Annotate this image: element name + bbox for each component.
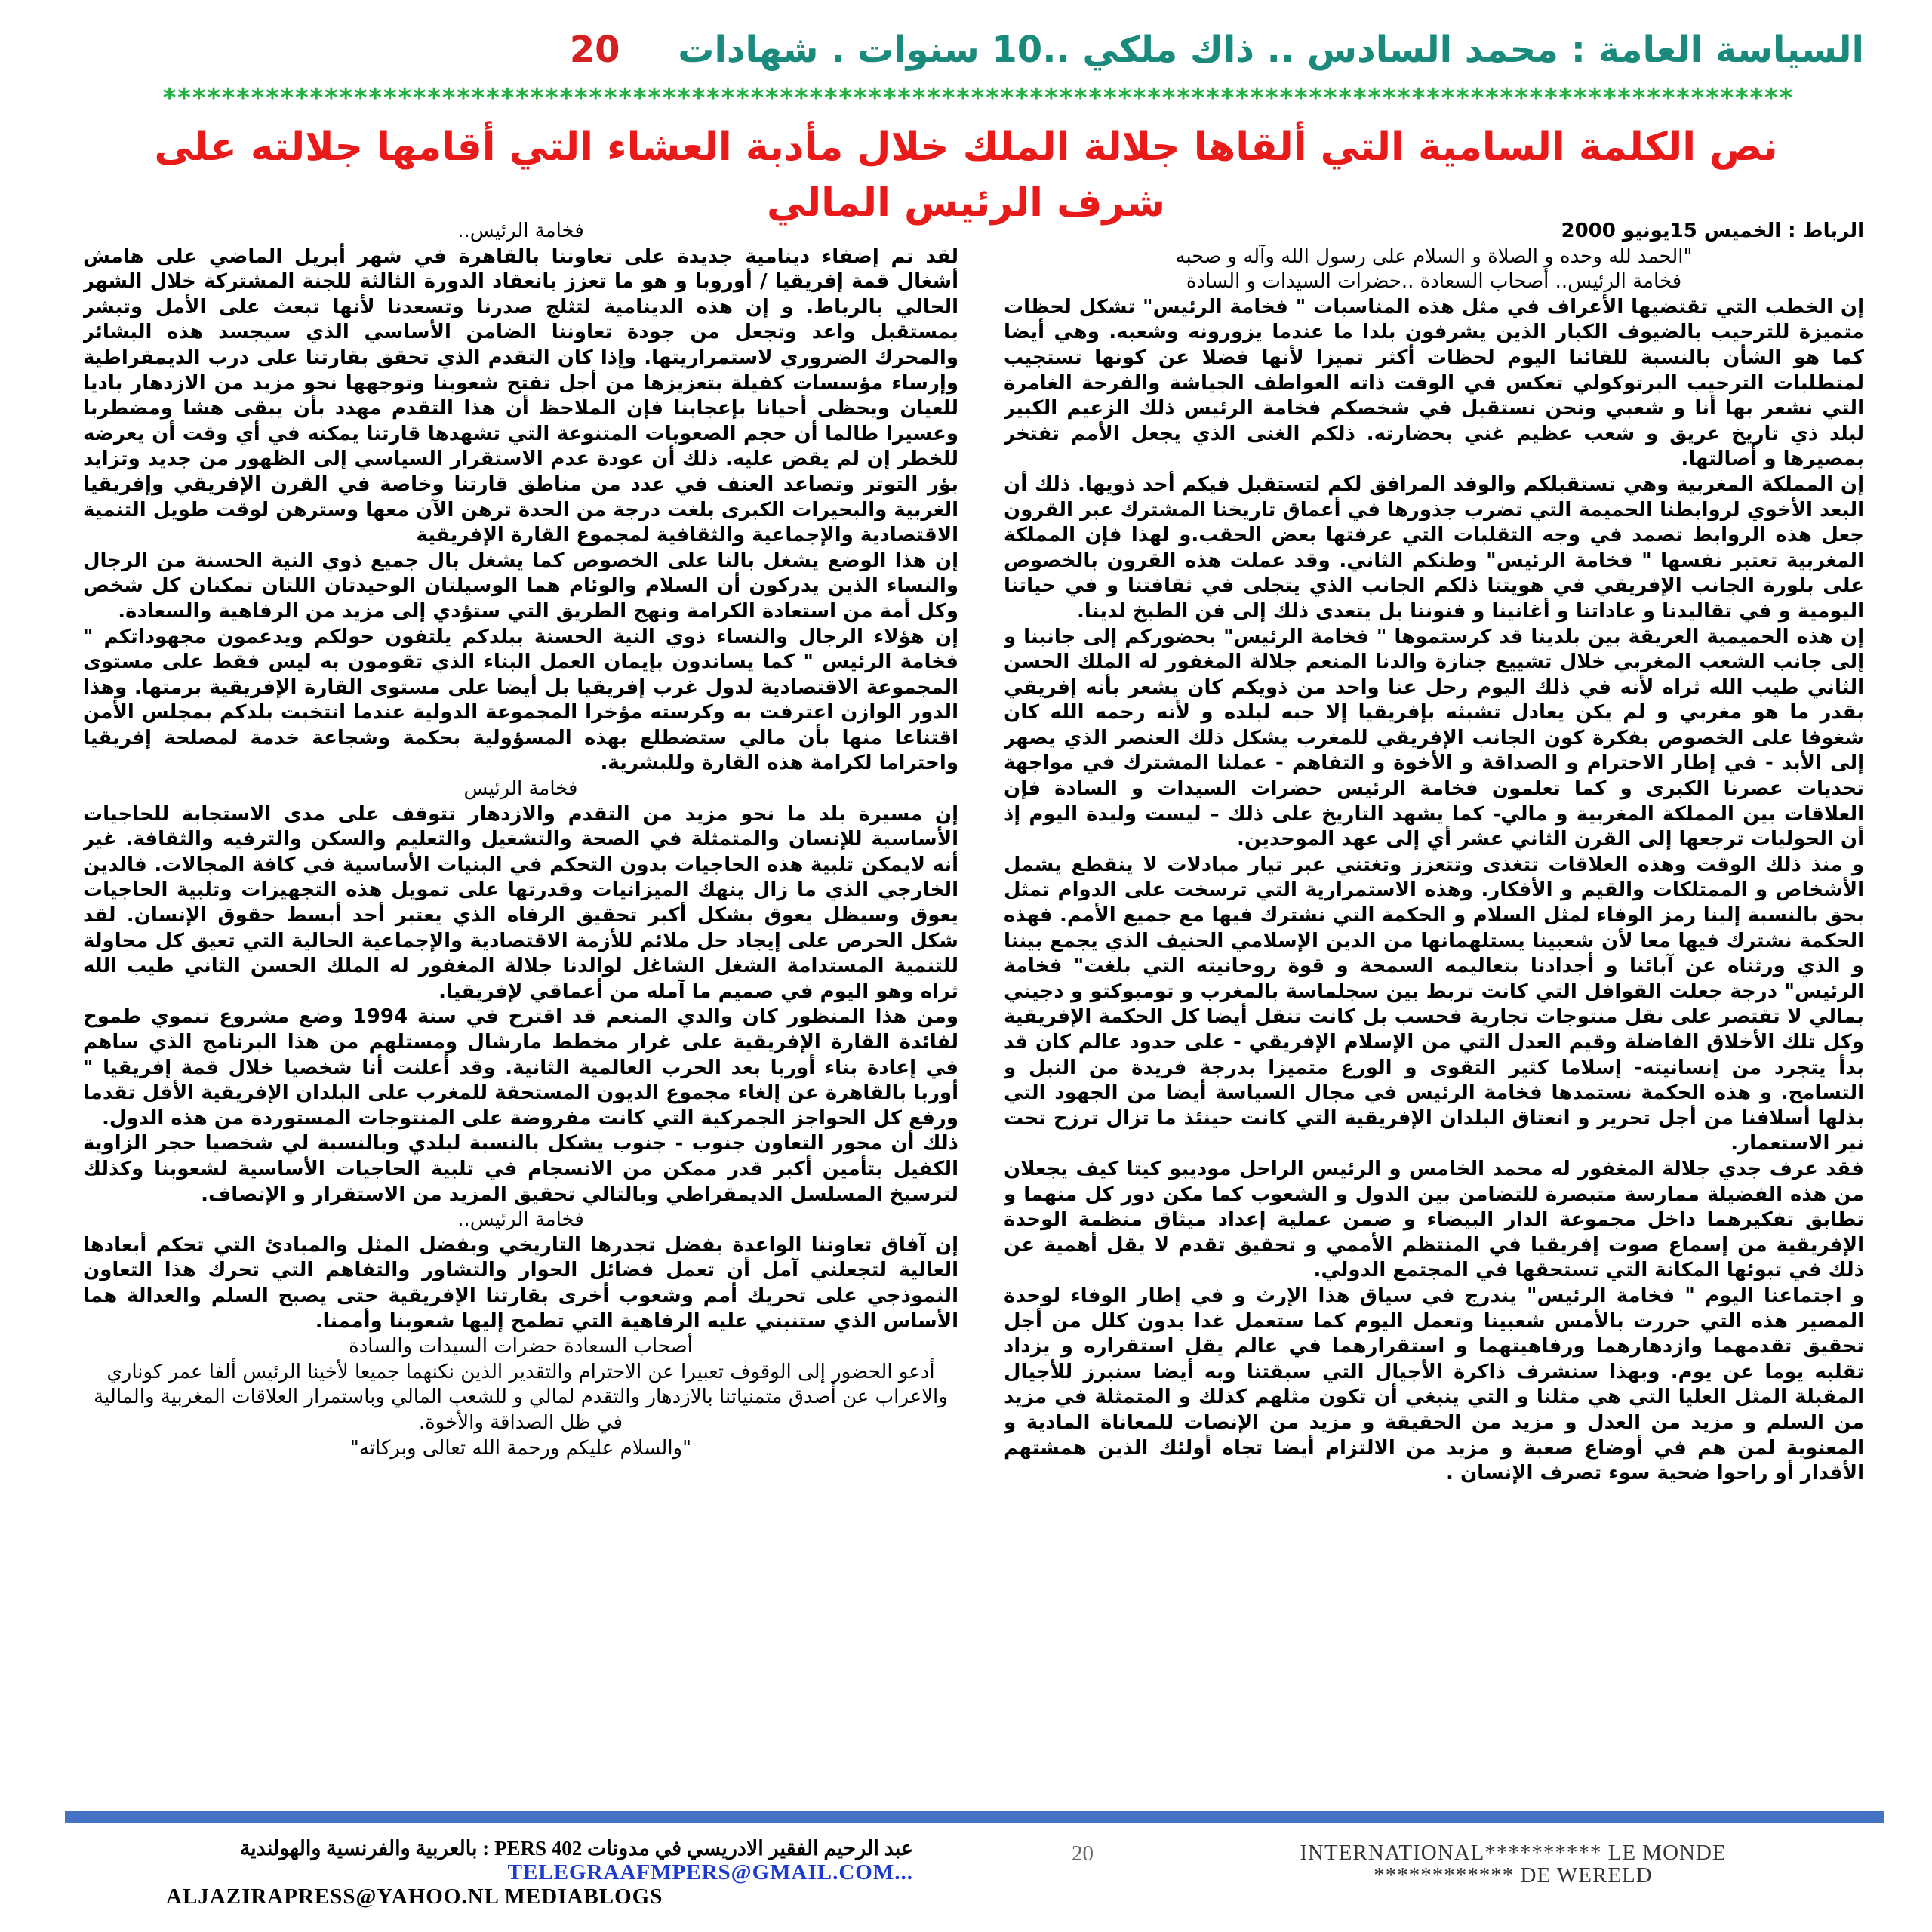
opening-blessing: "الحمد لله وحده و الصلاة و السلام على رسول الله وآله و صحبه [1175, 245, 1693, 268]
footer-publication [1200, 1841, 1826, 1887]
article-column-left [83, 219, 958, 1781]
article-dateline: الرباط : الخميس 15يونيو 2000 [1561, 220, 1864, 242]
paragraph: إن هذه الحميمية العريقة بين بلدينا قد كرستموها " فخامة الرئيس" بحضوركم إلى جانبنا و إلى جانب الشعب المغربي خلال تشييع جنازة والدنا المنعم جلالة المغفور له الملك الحسن الثاني طيب الله ثراه لأنه في ذلك اليوم رحل عنا واحد من ذويكم كان يشعر بأنه إفريقي بقدر ما هو مغربي و لم يكن يعادل تشبثه بإفريقيا إلا حبه لبلده و لأنه رحمه الله كان شغوفا على الخصوص بفكرة كون الجانب الإفريقي للمغرب يشكل ذلك العنصر الذي يصهر إلى الأبد - في إطار الاحترام و الصداقة و الأخوة و التفاهم - عملنا المشترك في مواجهة تحديات عصرنا الكبرى و كما تعلمون فخامة الرئيس حضرات السيدات و السادة فإن العلاقات بين المملكة المغربية و مالي- كما يشهد التاريخ على ذلك – ليست وليدة اليوم إذ أن الحوليات ترجعها إلى القرن الثاني عشر أي إلى عهد الموحدين. [1004, 625, 1864, 851]
paragraph: أدعو الحضور إلى الوقوف تعبيرا عن الاحترام والتقدير الذين نكنهما جميعا لأخينا الرئيس ألفا عمر كوناري والاعراب عن أصدق متمنياتنا بالازدهار والتقدم لمالي و للشعب المالي وباستمرار العلاقات المغربية والمالية في ظل الصداقة والأخوة. [94, 1360, 948, 1434]
paragraph: إن المملكة المغربية وهي تستقبلكم والوفد المرافق لكم لتستقبل فيكم أحد ذويها. ذلك أن البعد الأخوي لروابطنا الحميمة التي تضرب جذورها في أعماق تاريخنا المشترك عبر القرون جعل هذه الروابط تصمد في وجه التقلبات التي عرفتها بعض الحقب.و لهذا فإن المملكة المغربية تعتبر نفسها " فخامة الرئيس" وطنكم الثاني. وقد عملت هذه القرون بالخصوص على بلورة الجانب الإفريقي في هويتنا ذلكم الجانب الذي يتجلى في ثقافتنا و في حياتنا اليومية و في تقاليدنا و عاداتنا و أغانينا و فنوننا بل يتعدى ذلك إلى فن الطبخ لدينا. [1004, 472, 1864, 623]
paragraph: إن هؤلاء الرجال والنساء ذوي النية الحسنة ببلدكم يلتفون حولكم ويدعمون مجهوداتكم " فخامة الرئيس " كما يساندون بإيمان العمل البناء الذي تقومون به ليس فقط على مستوى المجموعة الاقتصادية لدول غرب إفريقيا بل أيضا على مستوى القارة الإفريقية برمتها. وهذا الدور الوازن اعترفت به وكرسته مؤخرا المجموعة الدولية عندما انتخبت بلدكم بمجلس الأمن اقتناعا منها بأن مالي ستضطلع بهذه المسؤولية بحكمة وشجاعة خدمة لمصلحة إفريقيا واحتراما لكرامة هذه القارة وللبشرية. [83, 625, 958, 775]
section-heading: فخامة الرئيس.. [457, 220, 584, 242]
section-heading: أصحاب السعادة حضرات السيدات والسادة [349, 1335, 693, 1358]
paragraph: فقد عرف جدي جلالة المغفور له محمد الخامس و الرئيس الراحل موديبو كيتا كيف يجعلان من هذه الفضيلة ممارسة متبصرة للتضامن بين الدول و الشعوب كما مكن دور كل منهما و تطابق تفكيرهما داخل مجموعة الدار البيضاء و ضمن عملية إعداد ميثاق منظمة الوحدة الإفريقية من إسماع صوت إفريقيا في المنتظم الأممي و تحقيق تقدم لا يقل أهمية عن ذلك في تبوئها المكانة التي تستحقها في المجتمع الدولي. [1004, 1157, 1864, 1282]
section-heading: فخامة الرئيس [463, 777, 578, 801]
closing-salutation: "والسلام عليكم ورحمة الله تعالى وبركاته" [349, 1436, 692, 1460]
footer-author-line: عبد الرحيم الفقير الادريسي في مدونات PERS 402 : بالعربية والفرنسية والهولندية [239, 1837, 913, 1860]
footer-email-link[interactable]: TELEGRAAFMPERS@GMAIL.COM... [507, 1860, 913, 1884]
footer-publication-line2: ************ DE WERELD [1374, 1863, 1653, 1887]
footer-email-blogs[interactable]: ALJAZIRAPRESS@YAHOO.NL MEDIABLOGS [166, 1884, 663, 1909]
paragraph: ذلك أن محور التعاون جنوب - جنوب يشكل بالنسبة لبلدي وبالنسبة لي شخصيا حجر الزاوية الكفيل بتأمين أكبر قدر ممكن من الانسجام في تلبية الحاجيات الأساسية لشعوبنا وكذلك لترسيخ المسلسل الديمقراطي وبالتالي تحقيق المزيد من الاستقرار و الإنصاف. [83, 1132, 958, 1206]
header-title: السياسة العامة : محمد السادس .. ذاك ملكي ..10 سنوات . شهادات [678, 29, 1864, 71]
footer-credits [113, 1836, 913, 1909]
article-headline: نص الكلمة السامية التي ألقاها جلالة الملك خلال مأدبة العشاء التي أقامها جلالته على شرف الرئيس المالي [154, 125, 1778, 226]
star-divider: *************************************************************************************************************** [162, 83, 1793, 113]
footer-page-number: 20 [1072, 1841, 1094, 1866]
paragraph: إن مسيرة بلد ما نحو مزيد من التقدم والازدهار تتوقف على مدى الاستجابة للحاجيات الأساسية للإنسان والمتمثلة في الصحة والتشغيل والتعليم والسكن والترفيه والثقافة. غير أنه لايمكن تلبية هذه الحاجيات بدون التحكم في البنيات الأساسية في كافة المجالات. فالدين الخارجي الذي ما زال ينهك الميزانيات وقدرتها على تمويل هذه التجهيزات وتلبية الحاجيات يعوق وسيظل يعوق بشكل أكبر تحقيق الرفاه الذي يعتبر أحد أبسط حقوق الإنسان. لقد شكل الحرص على إيجاد حل ملائم للأزمة الاقتصادية والإجماعية الحالية التي تعيق كل محاولة للتنمية المستدامة الشغل الشاغل لوالدنا جلالة المغفور له الملك الحسن الثاني طيب الله ثراه وهو اليوم في صميم ما آمله من أعماقي لإفريقيا. [83, 802, 958, 1003]
page-header [68, 29, 1864, 89]
paragraph: إن الخطب التي تقتضيها الأعراف في مثل هذه المناسبات " فخامة الرئيس" تشكل لحظات متميزة للترحيب بالضيوف الكبار الذين يشرفون بلدا ما عندما يزورونه وشعبه. وهي أيضا كما هو الشأن بالنسبة للقائنا اليوم لحظات أكثر تميزا لأنها فضلا عن كونها تستجيب لمتطلبات الترحيب البرتوكولي تعكس في الوقت ذاته العواطف الجياشة والفرحة الغامرة التي نشعر بها أنا و شعبي ونحن نستقبل في شخصكم فخامة الرئيس ذلك الزعيم الكبير لبلد ذي تاريخ عريق و شعب عظيم غني بحضارته. ذلكم الغنى الذي يجعل الأمم تفتخر بمصيرها و أصالتها. [1004, 295, 1864, 471]
paragraph: ومن هذا المنظور كان والدي المنعم قد اقترح في سنة 1994 وضع مشروع تنموي طموح لفائدة القارة الإفريقية على غرار مخطط مارشال ومستلهم من هذا البرنامج الذي ساهم في إعادة بناء أوربا بعد الحرب العالمية الثانية. وقد أعلنت أنا شخصيا خلال قمة إفريقيا " أوربا بالقاهرة عن إلغاء مجموع الديون المستحقة للمغرب على البلدان الإفريقية الأقل تقدما ورفع كل الحواجز الجمركية التي كانت مفروضة على المنتوجات المستوردة من هذه الدول. [83, 1005, 958, 1130]
paragraph: إن آفاق تعاوننا الواعدة بفضل تجدرها التاريخي وبفضل المثل والمبادئ التي تحكم أبعادها العالية لتجعلني آمل أن تعمل فضائل الحوار والتشاور والتفاهم التي تحرك هذا التعاون النموذجي على تحريك أمم وشعوب أخرى بقارتنا الإفريقية حتى يصبح السلم والعدالة هما الأساس الذي ستنبني عليه الرفاهية التي تطمح إليها شعوبنا وأممنا. [83, 1233, 958, 1333]
salutation: فخامة الرئيس.. أصحاب السعادة ..حضرات السيدات و السادة [1186, 270, 1682, 294]
paragraph: و منذ ذلك الوقت وهذه العلاقات تتغذى وتتعزز وتغتني عبر تيار مبادلات لا ينقطع يشمل الأشخاص و الممتلكات والقيم و الأفكار. وهذه الاستمرارية التي ترسخت على الدوام تمثل بحق بالنسبة إلينا رمز الوفاء لمثل السلام و الحكمة التي نشترك فيها مع جميع الأمم. فهذه الحكمة نشترك فيها معا لأن شعبينا يستلهمانها من الدين الإسلامي الحنيف الذي يجمع بيننا و الذي ورثناه عن آبائنا و أجدادنا بتعاليمه السمحة و قوة روحانيته التي بلغت" فخامة الرئيس" درجة جعلت القوافل التي كانت تربط بين سجلماسة بالمغرب و تومبوكتو و دجيني بمالي لا تقتصر على نقل منتوجات تجارية فحسب بل كانت تنقل أيضا كل الحكمة الإفريقية وكل تلك الأخلاق الفاضلة وقيم العدل التي من الإسلام الإفريقي - على حدود عالم كان قد بدأ يتجرد من إنسانيته- إسلاما كثير التقوى و الورع متميزا بدرجة فريدة من النبل و التسامح. و هذه الحكمة نستمدها فخامة الرئيس في مجال السياسة أيضا من الجهود التي بذلها أسلافنا من أجل تحرير و انعتاق البلدان الإفريقية التي كانت حينئذ ما تزال ترزح تحت نير الاستعمار. [1004, 853, 1864, 1155]
paragraph: و اجتماعنا اليوم " فخامة الرئيس" يندرج في سياق هذا الإرث و في إطار الوفاء لوحدة المصير هذه التي حررت بالأمس شعبينا وتعمل اليوم كما ستعمل غدا بدون كلل من أجل تحقيق تقدمهما وازدهارهما ورفاهيتهما و استقرارهما في عالم يقل استقراره و يزداد تقلبه يوما عن يوم. وبهذا سنشرف ذاكرة الأجيال التي سبقتنا وبه أيضا سنبرز للأجيال المقبلة المثل العليا التي هي مثلنا و التي ينبغي أن تكون مثلهم كذلك و المتمثلة في مزيد من السلم و مزيد من العدل و مزيد من الحقيقة و مزيد من الإنصات للمعاناة المادية و المعنوية لمن هم في أوضاع صعبة و مزيد من الالتزام أيضا تجاه أولئك الذين همشتهم الأقدار أو راحوا ضحية سوء تصرف الإنسان . [1004, 1284, 1864, 1485]
article-column-right [1004, 219, 1864, 1781]
paragraph: إن هذا الوضع يشغل بالنا على الخصوص كما يشغل بال جميع ذوي النية الحسنة من الرجال والنساء الذين يدركون أن السلام والوئام هما الوسيلتان الوحيدتان اللتان تمكنان كل شخص وكل أمة من استعادة الكرامة ونهج الطريق التي ستؤدي إلى مزيد من الرفاهية والسعادة. [83, 549, 958, 623]
footer-publication-line1: INTERNATIONAL********** LE MONDE [1300, 1841, 1727, 1865]
section-heading: فخامة الرئيس.. [457, 1208, 584, 1232]
header-page-number: 20 [569, 29, 620, 71]
footer-divider [65, 1811, 1884, 1823]
paragraph: لقد تم إضفاء دينامية جديدة على تعاوننا بالقاهرة في شهر أبريل الماضي على هامش أشغال قمة إفريقيا / أوروبا و هو ما تعزز بانعقاد الدورة الثالثة للجنة المشتركة خلال الشهر الحالي بالرباط. و إن هذه الدينامية لتثلج صدرنا وتسعدنا لأنها تبعث على الأمل وتبشر بمستقبل واعد وتجعل من جودة تعاوننا الضامن الأساسي الذي سيجسد هذه البشائر والمحرك الضروري لاستمراريتها. وإذا كان التقدم الذي تحقق بقارتنا على درب الديمقراطية وإرساء مؤسسات كفيلة بتعزيزها من أجل تفتح شعوبنا وتوجهها نحو مزيد من الازدهار باديا للعيان ويحظى أحيانا بإعجابنا فإن الملاحظ أن هذا التقدم مهدد بأن يبقى هشا ومضطربا وعسيرا طالما أن حجم الصعوبات المتنوعة التي تشهدها قارتنا يمكنه في أي وقت أن يعرضه للخطر إن لم يقض عليه. ذلك أن عودة عدم الاستقرار السياسي إلى الظهور من جديد وتزايد بؤر التوتر وتصاعد العنف في عدد من مناطق قارتنا وخاصة في القرن الإفريقي وإفريقيا الغربية والبحيرات الكبرى بلغت درجة من الحدة ترهن الآن معها وسترهن لوقت طويل التنمية الاقتصادية والإجماعية والثقافية لمجموع القارة الإفريقية [83, 245, 958, 547]
